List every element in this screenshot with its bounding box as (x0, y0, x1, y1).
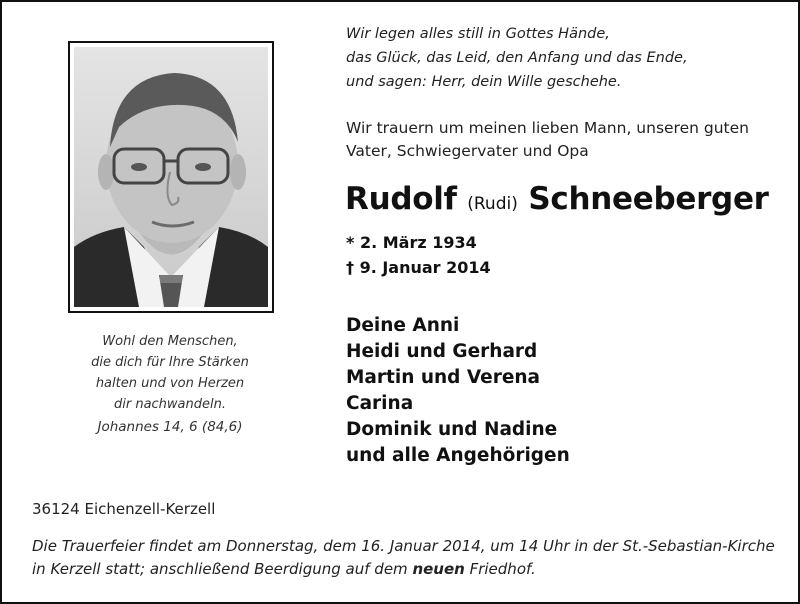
service-line (32, 558, 782, 581)
last-name: Schneeberger (528, 181, 769, 217)
intro-line: Wir trauern um meinen lieben Mann, unseren guten (346, 119, 749, 137)
bible-quote (72, 331, 268, 438)
opening-verse (346, 22, 776, 94)
intro-line: Vater, Schwiegervater und Opa (346, 142, 589, 160)
death-date: † 9. Januar 2014 (346, 258, 491, 277)
address: 36124 Eichenzell-Kerzell (32, 500, 216, 518)
life-dates (346, 230, 491, 280)
nickname: (Rudi) (467, 194, 518, 214)
quote-reference: Johannes 14, 6 (84,6) (97, 419, 243, 435)
verse-line: und sagen: Herr, dein Wille geschehe. (346, 74, 622, 90)
verse-line: das Glück, das Leid, den Anfang und das Ende, (346, 50, 688, 66)
mourner-item: und alle Angehörigen (346, 445, 570, 466)
mourner-item: Deine Anni (346, 315, 460, 336)
birth-date: * 2. März 1934 (346, 233, 477, 252)
mourning-intro (346, 117, 786, 163)
deceased-name (345, 181, 785, 217)
mourner-item: Martin und Verena (346, 367, 541, 388)
mourner-item: Carina (346, 393, 414, 414)
portrait-photo (74, 47, 268, 307)
mourner-item: Dominik und Nadine (346, 419, 558, 440)
funeral-service-info (32, 535, 782, 581)
quote-line: halten und von Herzen (95, 376, 245, 391)
quote-line: die dich für Ihre Stärken (91, 355, 249, 370)
service-emphasis: neuen (412, 560, 465, 578)
mourners-list (346, 313, 570, 469)
verse-line: Wir legen alles still in Gottes Hände, (346, 26, 610, 42)
service-text: in Kerzell statt; anschließend Beerdigung auf dem (32, 560, 413, 578)
mourner-item: Heidi und Gerhard (346, 341, 538, 362)
first-name: Rudolf (345, 181, 457, 217)
quote-line: Wohl den Menschen, (102, 334, 238, 349)
quote-line: dir nachwandeln. (113, 397, 226, 412)
service-text: Friedhof. (464, 560, 536, 578)
portrait-frame (68, 41, 274, 313)
service-line: Die Trauerfeier findet am Donnerstag, dem 16. Januar 2014, um 14 Uhr in der St.-Sebastian-Kirche (32, 537, 775, 555)
